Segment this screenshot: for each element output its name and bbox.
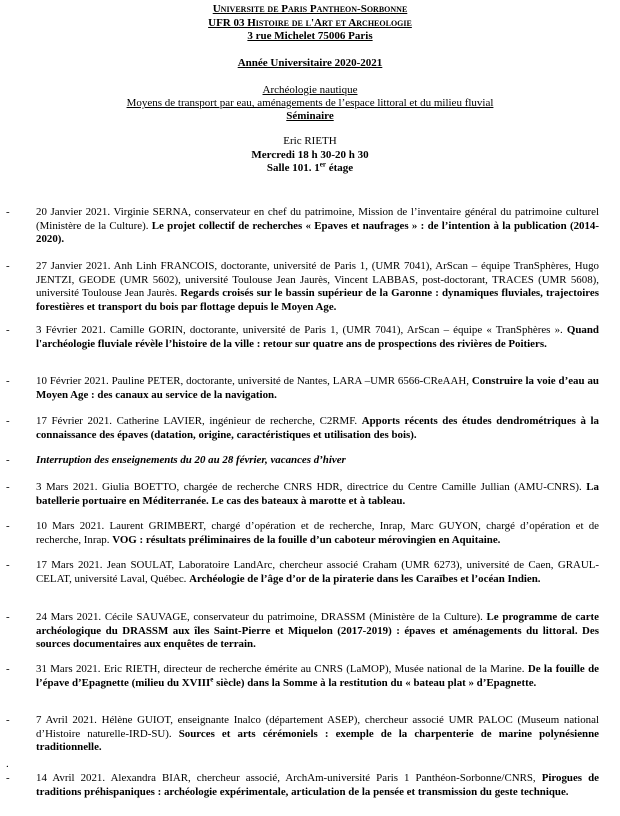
session-details: 3 Mars 2021. Giulia BOETTO, chargée de recherche CNRS HDR, directrice du Centre Camille Jullian (AMU-CNRS). <box>36 481 587 493</box>
session-topic: Quand l'archéologie fluviale révèle l’histoire de la ville : retour sur quatre ans de prospections des rivières de Poitiers. <box>36 324 599 350</box>
session-topic: Le programme de carte archéologique du DRASSM aux îles Saint-Pierre et Miquelon (2017-2019) : épaves et aménagements du littoral. Des sources documentaires aux enquêtes de terrain. <box>36 611 599 650</box>
bullet-dash: - <box>6 415 10 427</box>
course-title: Archéologie nautique <box>262 84 358 96</box>
bullet-dash: - <box>6 454 10 466</box>
bullet-dash: - <box>6 206 10 218</box>
session-topic: Archéologie de l’âge d’or de la piraterie dans les Caraïbes et l’océan Indien. <box>189 572 541 585</box>
course-subtitle: Moyens de transport par eau, aménagements de l’espace littoral et du milieu fluvial <box>126 97 494 110</box>
session-details: 31 Mars 2021. Eric RIETH, directeur de recherche émérite au CNRS (LaMOP), Musée national de la Marine. <box>36 663 528 675</box>
holiday-notice: Interruption des enseignements du 20 au 28 février, vacances d’hiver <box>36 454 346 466</box>
session-topic: Construire la voie d’eau au Moyen Age : des canaux au service de la navigation. <box>36 375 599 401</box>
bullet-dash: - <box>6 714 10 726</box>
session-details: 7 Avril 2021. Hélène GUIOT, enseignante Inalco (département ASEP), chercheur associé UMR PALOC (Museum national d’Histoire naturelle-IRD-SU). <box>36 714 599 740</box>
session-topic: De la fouille de l’épave d’Epagnette (milieu du XVIIIe siècle) dans la Somme à la restitution du « bateau plat » d’Epagnette. <box>36 663 599 689</box>
session-details: 14 Avril 2021. Alexandra BIAR, chercheur associé, ArchAm-université Paris 1 Panthéon-Sorbonne/CNRS, <box>36 772 542 784</box>
session-topic: Apports récents des études dendrométriques à la connaissance des épaves (datation, origine, caractéristiques et utilisation des bois). <box>36 415 599 441</box>
university-address: 3 rue Michelet 75006 Paris <box>247 30 373 42</box>
university-name: Universite de Paris Pantheon-Sorbonne <box>212 3 408 15</box>
session-details: 20 Janvier 2021. Virginie SERNA, conservateur en chef du patrimoine, Mission de l’inventaire général du patrimoine culturel (Ministère de la Culture). <box>36 206 599 232</box>
session-details: 27 Janvier 2021. Anh Linh FRANCOIS, doctorante, université de Paris 1, (UMR 7041), ArScan – équipe TranSphères, Hugo JENTZI, GEODE (UMR 5602), université Toulouse Jean Jaurès, Vincent LABBAS, post-doctorant, TRACES (UMR 5608), université Toulouse Jean Jaurès. <box>36 260 599 299</box>
session-time: Mercredi 18 h 30-20 h 30 <box>251 148 369 161</box>
session-details: 17 Mars 2021. Jean SOULAT, Laboratoire LandArc, chercheur associé Craham (UMR 6273), université de Caen, GRAUL-CELAT, université Laval, Québec. <box>36 559 599 585</box>
session-room: Salle 101. 1er étage <box>266 160 354 174</box>
session-details: 10 Mars 2021. Laurent GRIMBERT, chargé d’opération et de recherche, Inrap, Marc GUYON, chargé d’opération et de recherche, Inrap. <box>36 520 599 546</box>
stray-dot: . <box>6 758 9 770</box>
session-details: 10 Février 2021. Pauline PETER, doctorante, université de Nantes, LARA –UMR 6566-CReAAH, <box>36 375 472 387</box>
session-details: 17 Février 2021. Catherine LAVIER, ingénieur de recherche, C2RMF. <box>36 415 362 427</box>
speaker-name: Eric RIETH <box>283 135 337 147</box>
bullet-dash: - <box>6 611 10 623</box>
session-details: 3 Février 2021. Camille GORIN, doctorante, université de Paris 1, (UMR 7041), ArScan – équipe « TranSphères ». <box>36 324 567 336</box>
course-type: Séminaire <box>286 110 334 123</box>
session-topic: Sources et arts cérémoniels : exemple de la charpenterie de marine polynésienne traditionnelle. <box>36 727 599 753</box>
session-topic: VOG : résultats préliminaires de la fouille d’un caboteur mérovingien en Aquitaine. <box>112 533 501 546</box>
session-topic: Pirogues de traditions préhispaniques : archéologie expérimentale, articulation de la pensée et transmission du geste technique. <box>36 772 599 798</box>
session-topic: Le projet collectif de recherches « Epaves et naufrages » : de l’intention à la publication (2014-2020). <box>36 219 599 245</box>
speaker-block <box>0 135 620 176</box>
session-topic: La batellerie portuaire en Méditerranée. Le cas des bateaux à marotte et à tableau. <box>36 481 599 507</box>
academic-year: Année Universitaire 2020-2021 <box>237 57 383 69</box>
bullet-dash: - <box>6 324 10 336</box>
bullet-dash: - <box>6 260 10 272</box>
bullet-dash: - <box>6 520 10 532</box>
bullet-dash: - <box>6 772 10 784</box>
bullet-dash: - <box>6 663 10 675</box>
bullet-dash: - <box>6 375 10 387</box>
university-header <box>0 3 620 44</box>
faculty-name: UFR 03 Histoire de l'Art et Archeologie <box>208 16 412 29</box>
session-topic: Regards croisés sur le bassin supérieur de la Garonne : dynamiques fluviales, trajectoires forestières et transport du bois par flottage depuis le Moyen Age. <box>36 287 599 313</box>
session-details: 24 Mars 2021. Cécile SAUVAGE, conservateur du patrimoine, DRASSM (Ministère de la Culture). <box>36 611 487 623</box>
bullet-dash: - <box>6 559 10 571</box>
bullet-dash: - <box>6 481 10 493</box>
course-title-block <box>0 84 620 124</box>
